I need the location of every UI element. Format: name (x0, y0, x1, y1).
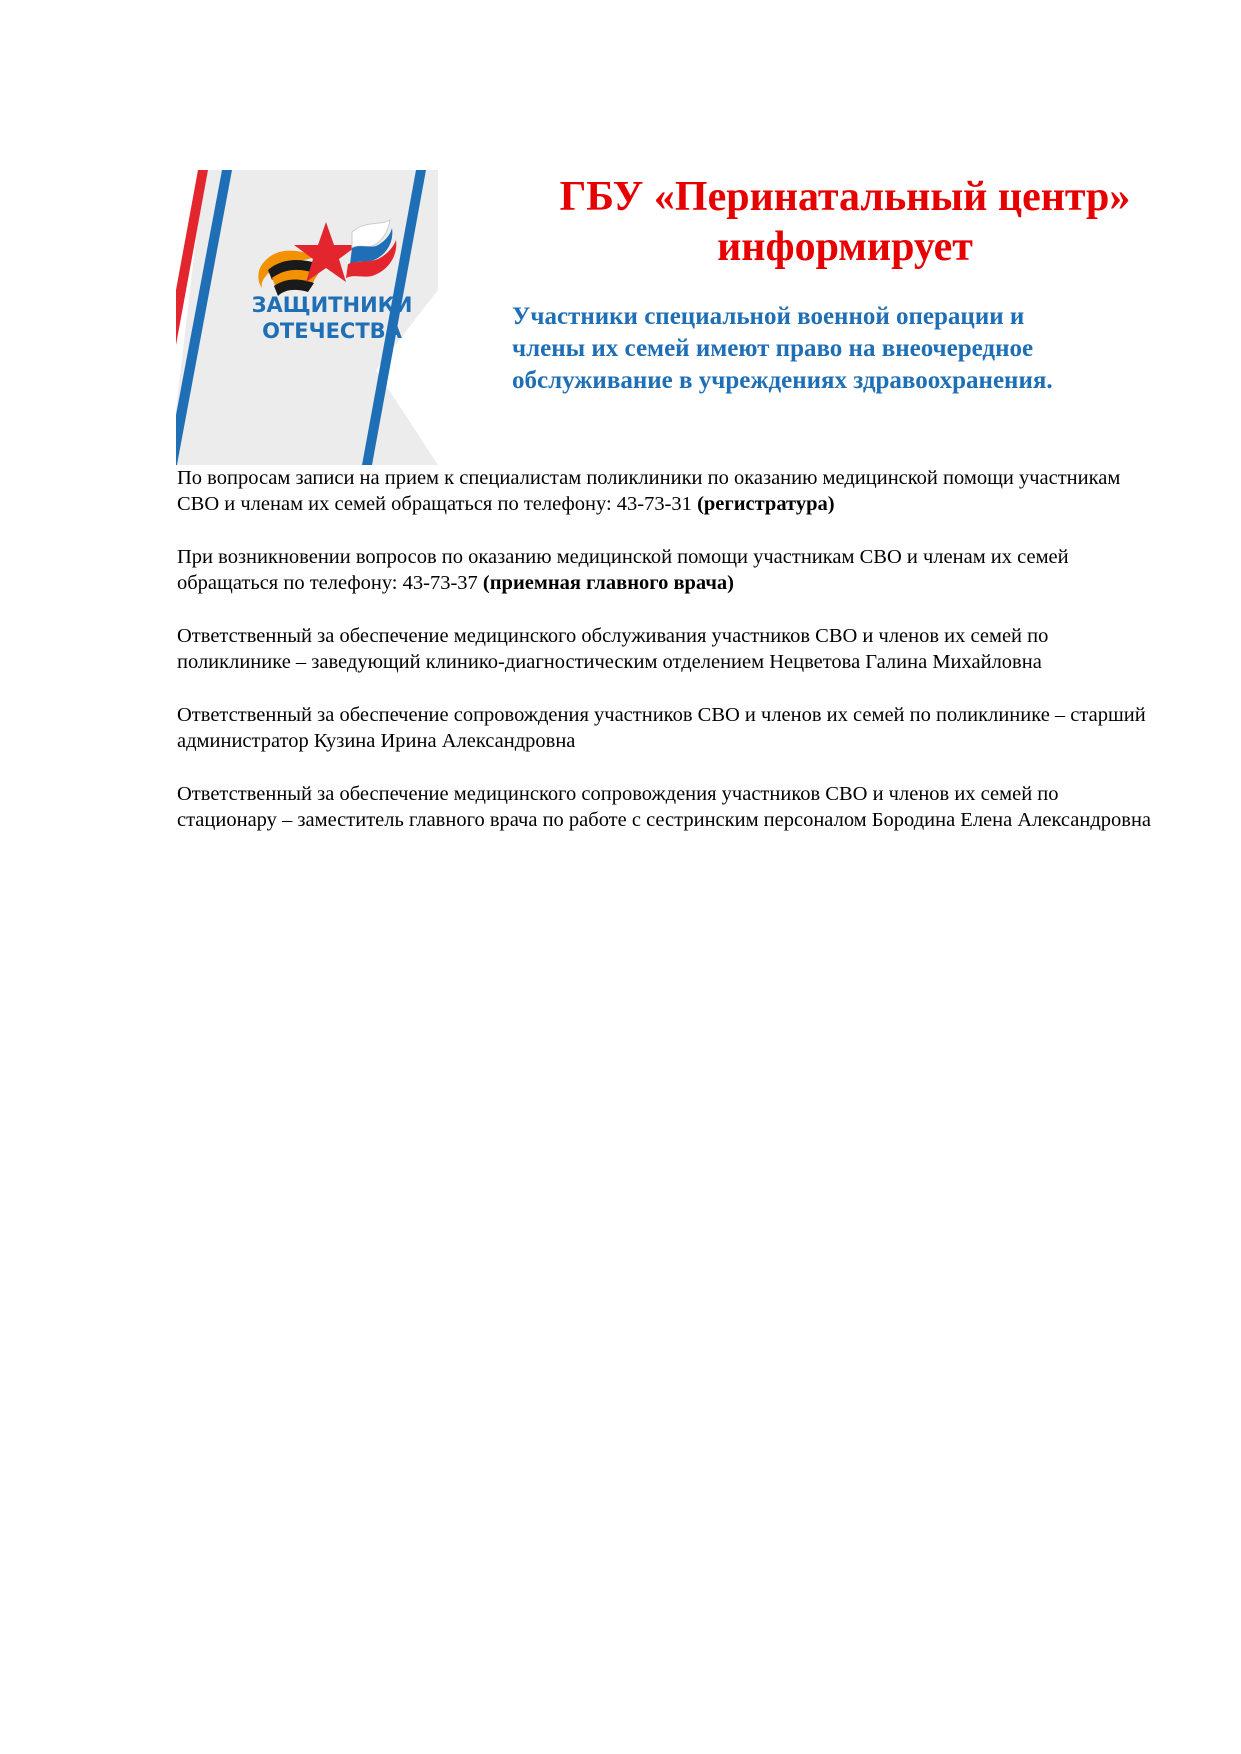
logo-text-line2: ОТЕЧЕСТВА (262, 319, 402, 343)
paragraph-responsible-hospital (177, 781, 1157, 833)
title-line-2: информирует (717, 224, 973, 270)
title-line-1: ГБУ «Перинатальный центр» (559, 174, 1131, 220)
page-subtitle (512, 301, 1192, 397)
logo-text-line1: ЗАЩИТНИКИ (251, 293, 413, 317)
subtitle-line-1: Участники специальной военной операции и (512, 303, 1025, 330)
subtitle-line-3: обслуживание в учреждениях здравоохранения. (512, 367, 1053, 394)
page-title (505, 172, 1185, 272)
logo-text (242, 292, 422, 344)
paragraph-text: При возникновении вопросов по оказанию медицинской помощи участникам СВО и членам их семей обращаться по телефону: 43-73-37 (177, 546, 1069, 594)
paragraph-bold-note: (регистратура) (697, 493, 835, 515)
paragraph-chief-reception (177, 544, 1157, 596)
subtitle-line-2: члены их семей имеют право на внеочередное (512, 335, 1034, 362)
paragraph-text: Ответственный за обеспечение сопровождения участников СВО и членов их семей по поликлинике – старший администратор Кузина Ирина Александровна (177, 704, 1146, 752)
paragraph-text: Ответственный за обеспечение медицинского сопровождения участников СВО и членов их семей по стационару – заместитель главного врача по работе с сестринским персоналом Бородина Елена Александровна (177, 783, 1152, 831)
paragraph-responsible-polyclinic-escort (177, 702, 1157, 754)
paragraph-text: По вопросам записи на прием к специалистам поликлиники по оказанию медицинской помощи участникам СВО и членам их семей обращаться по телефону: 43-73-31 (177, 467, 1121, 515)
paragraph-responsible-polyclinic-medical (177, 623, 1157, 675)
paragraph-text: Ответственный за обеспечение медицинского обслуживания участников СВО и членов их семей по поликлинике – заведующий клинико-диагностическим отделением Нецветова Галина Михайловна (177, 625, 1049, 673)
defenders-logo (176, 170, 471, 465)
paragraph-bold-note: (приемная главного врача) (482, 572, 734, 594)
document-body (177, 465, 1157, 860)
paragraph-registration (177, 465, 1157, 517)
